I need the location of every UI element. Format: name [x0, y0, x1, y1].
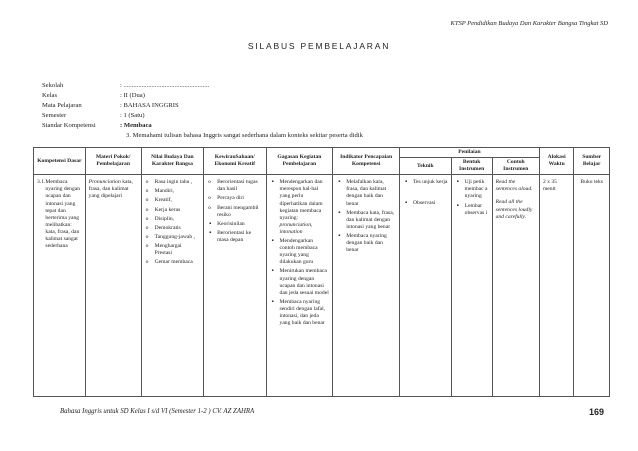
info-row-sk — [42, 121, 363, 131]
list-item: ▪ Mendengarkan dan merespon hal-hal yang perlu diperhatikan dalam kegiatan membaca nyaring: pronunciation, intonation — [280, 179, 330, 236]
col-header-contoh: Contoh Instrumen — [492, 158, 539, 175]
footer-text: Bahasa Inggris untuk SD Kelas I s/d VI (Semester 1-2 ) CV. AZ ZAHRA — [60, 408, 255, 415]
info-row-sekolah — [42, 81, 363, 91]
col-header-alokasi: Alokasi Waktu — [539, 148, 573, 175]
info-label: Mata Pelajaran — [42, 101, 82, 109]
col-header-nilai: Nilai Budaya Dan Karakter Bangsa — [141, 148, 203, 175]
list-item: ▪ Menirukan membaca nyaring dengan ucapan dan intonasi dan jeda sesuai model — [280, 268, 330, 296]
syllabus-table — [33, 147, 610, 397]
cell-kompetensi — [34, 175, 86, 397]
list-item: o Tanggung-jawab , — [155, 234, 200, 241]
list-item: o Berani mengambil resiko — [217, 205, 262, 219]
list-item: o Kerja keras — [155, 207, 200, 214]
col-header-bentuk: Bentuk Instrumen — [451, 158, 492, 175]
table-row — [34, 175, 610, 397]
cell-bentuk — [451, 175, 492, 397]
cell-kewirausahaan — [204, 175, 266, 397]
cell-contoh — [492, 175, 539, 397]
info-row-sk-detail — [42, 131, 363, 141]
document-series-header: KTSP Pendidikan Budaya Dan Karakter Bangsa Tingkat SD — [450, 20, 608, 27]
list-item: o Kreatif, — [155, 197, 200, 204]
cell-indikator — [333, 175, 400, 397]
list-item: o Rasa ingin tahu , — [155, 179, 200, 186]
col-header-indikator: Indikator Pencapaian Kompetensi — [333, 148, 400, 175]
cell-sumber: Buku teks — [574, 175, 610, 397]
list-item: ▪ Melafalkan kata, frasa, dan kalimat dengan baik dan benar — [346, 179, 396, 207]
list-item: ▪ Lembar observas i — [465, 203, 489, 217]
info-label: Standar Kompetensi — [42, 121, 96, 129]
list-item: o Berorientasi tugas dan hasil — [217, 179, 262, 193]
list-item: o Percaya diri — [217, 195, 262, 202]
list-item: o Disiplin, — [155, 216, 200, 223]
col-header-penilaian: Penilaian — [399, 148, 539, 158]
info-row-kelas — [42, 91, 363, 101]
list-item: ▪ Keorisinilan — [217, 221, 262, 228]
contoh-item: Read the sentences aloud. — [495, 179, 533, 193]
info-label: Kelas — [42, 91, 58, 99]
list-item: o Demokratis — [155, 225, 200, 232]
col-header-kewirausahaan: KewirauSahaan/ Ekonomi Kreatif — [204, 148, 266, 175]
col-header-kompetensi: Kompetensi Dasar — [34, 148, 86, 175]
list-item: ▪ Membaca kata, frasa, dan kalimat dengan intonasi yang benar — [346, 210, 396, 231]
list-item: ▪ Tes unjuk kerja — [413, 179, 448, 186]
info-value: : Membaca — [120, 121, 152, 129]
list-item: ▪ Membaca nyaring sendiri dengan lafal, intonasi, dan jeda yang baik dan benar — [280, 299, 330, 327]
contoh-item: Read all the sentences loudly and carefully. — [495, 199, 533, 220]
info-row-semester — [42, 111, 363, 121]
list-item: o Mandiri, — [155, 188, 200, 195]
kd-number: 3.1. — [37, 179, 46, 186]
cell-teknik — [399, 175, 451, 397]
cell-nilai — [141, 175, 203, 397]
info-value: : .................................................... — [120, 82, 210, 89]
list-item: ▪ Mendengarkan contoh membaca nyaring yang dilakukan guru — [280, 238, 330, 266]
page-title: SILABUS PEMBELAJARAN — [247, 41, 391, 51]
materi-italic: Pronunciation — [88, 179, 121, 186]
cell-alokasi: 2 x 35 menit — [539, 175, 573, 397]
info-label: Semester — [42, 111, 67, 119]
list-item: o Gemar membaca — [155, 259, 200, 266]
col-header-sumber: Sumber Belajar — [574, 148, 610, 175]
materi-text: kata, frasa, dan kalimat yang dipelajari — [88, 179, 133, 200]
col-header-kegiatan: Gagasan Kegiatan Pembelajaran — [266, 148, 333, 175]
list-item: ▪ Observasi — [413, 200, 448, 207]
list-item: ▪ Membaca nyaring dengan baik dan benar — [346, 233, 396, 254]
info-value: : II (Dua) — [120, 91, 145, 99]
info-row-mapel — [42, 101, 363, 111]
info-value: : 1 (Satu) — [120, 111, 145, 119]
info-label: Sekolah — [42, 82, 64, 89]
sk-detail: 3. Memahami tulisan bahasa Inggris sangat sederhana dalam konteks sekitar peserta didik — [126, 131, 363, 139]
info-value: : BAHASA INGGRIS — [120, 101, 179, 109]
list-item: o Menghargai Prestasi — [155, 243, 200, 257]
kd-text: Membaca nyaring dengan ucapan dan intonasi yang tepat dan berterima yang melibatkan: kata, frasa, dan kalimat sangat sederhana — [45, 179, 81, 250]
col-header-materi: Materi Pokok/ Pembelajaran — [85, 148, 141, 175]
syllabus-info — [42, 81, 363, 140]
list-item: ▪ Berorientasi ke masa depan — [217, 230, 262, 244]
col-header-teknik: Teknik — [399, 158, 451, 175]
page-number: 169 — [588, 407, 604, 417]
list-item: ▪ Uji petik membac a nyaring — [465, 179, 489, 200]
cell-materi — [85, 175, 141, 397]
table-header-row — [34, 148, 610, 158]
cell-kegiatan — [266, 175, 333, 397]
